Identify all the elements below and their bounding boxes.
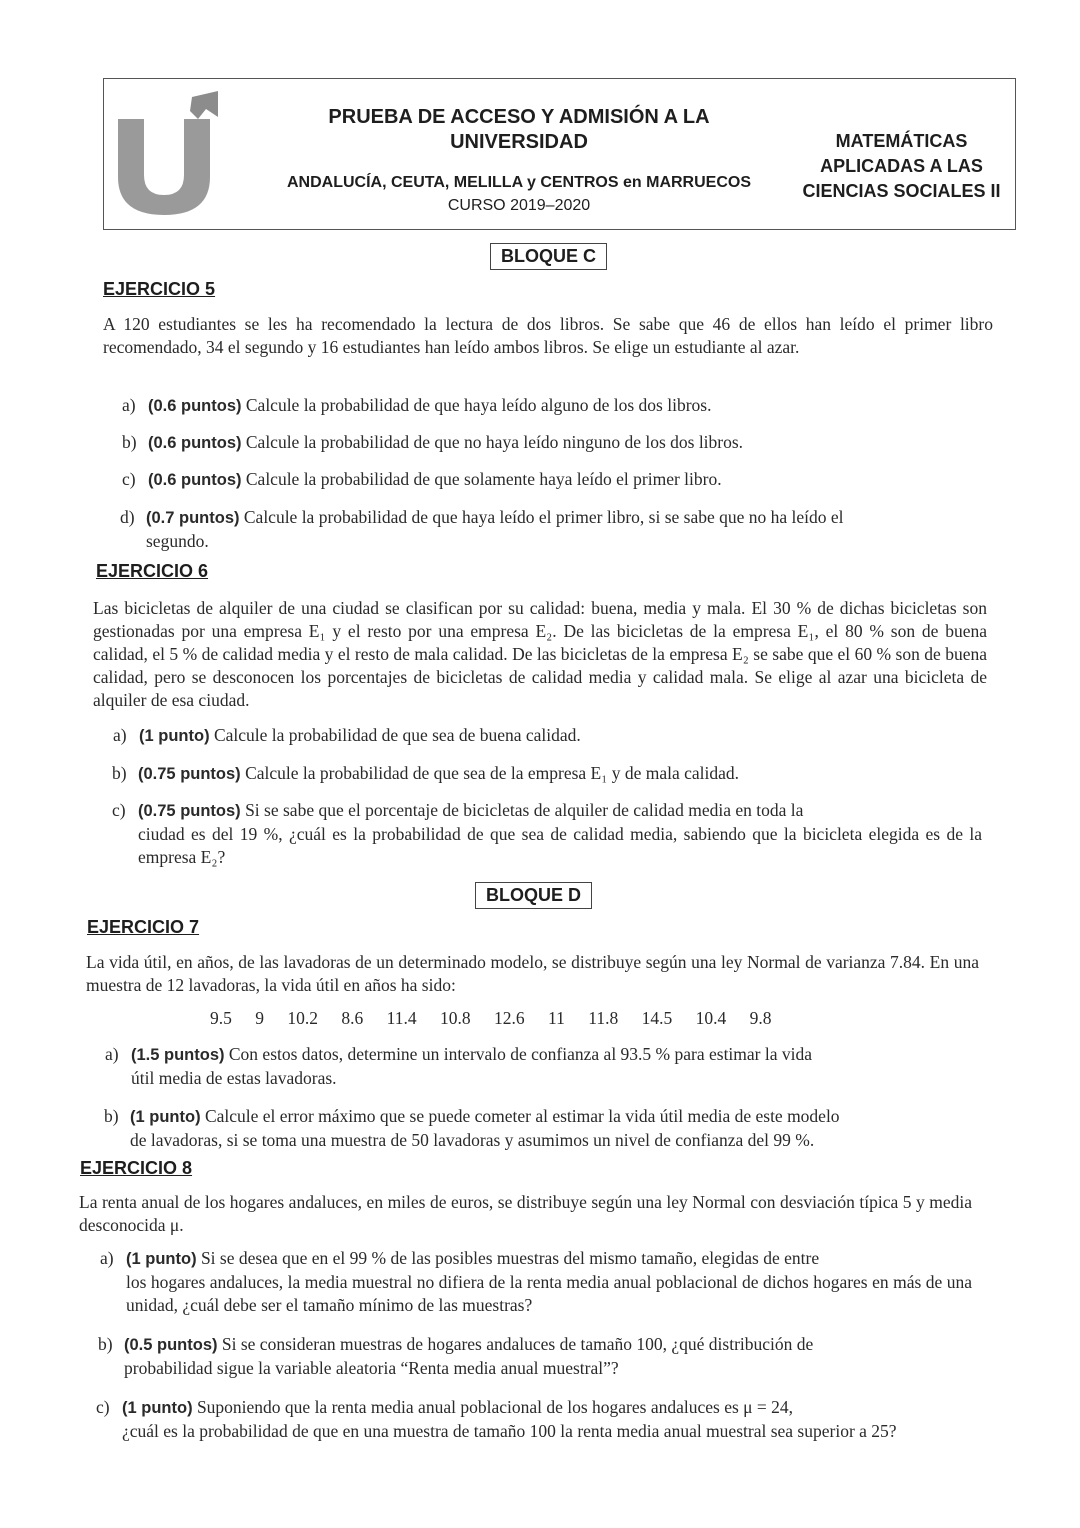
exercise-5-item-d: [120, 506, 992, 553]
item-text: Con estos datos, determine un intervalo de confianza al 93.5 % para estimar la vida: [228, 1044, 813, 1064]
item-points: (0.75 puntos): [138, 802, 241, 820]
data-value: 14.5: [641, 1008, 673, 1028]
item-text-continued: probabilidad sigue la variable aleatoria “Renta media anual muestral”?: [124, 1358, 619, 1378]
data-value: 9: [255, 1008, 264, 1028]
exercise-8-item-a: [100, 1247, 972, 1317]
item-label: c): [96, 1397, 110, 1417]
item-text: Calcule la probabilidad de que haya leído el primer libro, si se sabe que no ha leído el: [243, 507, 844, 527]
exercise-6-item-b: [112, 762, 982, 786]
data-value: 11: [547, 1008, 565, 1028]
data-value: 10.2: [287, 1008, 318, 1028]
exam-title: [259, 105, 779, 155]
item-label: c): [112, 800, 126, 820]
exercise-7-item-a: [105, 1043, 977, 1090]
item-text-continued: segundo.: [146, 531, 209, 551]
item-label: b): [122, 432, 137, 452]
item-points: (0.6 puntos): [148, 397, 242, 415]
exercise-6-item-a: [113, 724, 983, 748]
item-text: Calcule la probabilidad de que solamente haya leído el primer libro.: [245, 469, 722, 489]
header-center: [259, 105, 779, 215]
item-text: Calcule la probabilidad de que haya leído alguno de los dos libros.: [245, 395, 712, 415]
exercise-7-statement: La vida útil, en años, de las lavadoras de un determinado modelo, se distribuye según una ley Normal de varianza 7.84. En una muestra de 12 lavadoras, la vida útil en años ha sido:: [86, 952, 979, 995]
data-value: 12.6: [493, 1008, 525, 1028]
item-label: d): [120, 507, 135, 527]
item-points: (0.7 puntos): [146, 509, 240, 527]
item-text: Si se desea que en el 99 % de las posibles muestras del mismo tamaño, elegidas de entre: [200, 1248, 820, 1268]
item-label: c): [122, 469, 136, 489]
item-points: (1.5 puntos): [131, 1046, 225, 1064]
exercise-7-item-b: [104, 1105, 976, 1152]
subject-line2: APLICADAS A LAS: [820, 156, 983, 176]
subject-line1: MATEMÁTICAS: [835, 131, 968, 151]
block-c-label: BLOQUE C: [490, 243, 607, 270]
item-text: Calcule la probabilidad de que sea de buena calidad.: [213, 725, 581, 745]
item-label: b): [112, 763, 127, 783]
item-text: Calcule el error máximo que se puede cometer al estimar la vida útil media de este modelo: [204, 1106, 840, 1126]
data-value: 8.6: [341, 1008, 364, 1028]
exercise-5-item-c: [122, 468, 992, 492]
data-value: 10.8: [439, 1008, 471, 1028]
exam-course: CURSO 2019–2020: [447, 197, 591, 214]
exercise-8-item-b: [98, 1333, 970, 1380]
exercise-8-title: EJERCICIO 8: [80, 1158, 193, 1178]
exercise-6-statement: Las bicicletas de alquiler de una ciudad se clasifican por su calidad: buena, media y mala. El 30 % de dichas bicicletas son gestionadas por una empresa E₁ y el resto por una empresa E₂. De las bicicletas de la empresa E₁, el 80 % son de buena calidad, el 5 % de calidad media y el resto de mala calidad. De las bicicletas de la empresa E₂ se sabe que el 60 % son de buena calidad, pero se desconocen los porcentajes de bicicletas de calidad media y calidad mala. Se elige al azar una bicicleta de alquiler de esa ciudad.: [93, 598, 987, 710]
item-label: a): [105, 1044, 119, 1064]
exercise-8-statement: La renta anual de los hogares andaluces, en miles de euros, se distribuye según una ley Normal con desviación típica 5 y media desconocida μ.: [79, 1192, 972, 1235]
exercise-5-item-b: [122, 431, 992, 455]
item-points: (1 punto): [126, 1250, 197, 1268]
exercise-6-item-c: [112, 799, 982, 869]
item-points: (0.6 puntos): [148, 434, 242, 452]
exam-title-line2: UNIVERSIDAD: [450, 131, 588, 153]
item-points: (0.75 puntos): [138, 765, 241, 783]
exercise-5-statement: A 120 estudiantes se les ha recomendado la lectura de dos libros. Se sabe que 46 de ellos han leído el primer libro recomendado, 34 el segundo y 16 estudiantes han leído ambos libros. Se elige un estudiante al azar.: [103, 314, 993, 357]
subject-line3: CIENCIAS SOCIALES II: [802, 181, 1001, 201]
item-points: (1 punto): [139, 727, 210, 745]
sample-data-row: [210, 1008, 790, 1029]
block-d-label: BLOQUE D: [475, 882, 592, 909]
item-points: (1 punto): [122, 1399, 193, 1417]
exam-title-line1: PRUEBA DE ACCESO Y ADMISIÓN A LA: [328, 106, 710, 128]
data-value: 11.4: [386, 1008, 417, 1028]
item-text: Si se sabe que el porcentaje de bicicletas de alquiler de calidad media en toda la: [245, 800, 804, 820]
exam-subject: [794, 129, 1009, 204]
exercise-8-item-c: [96, 1396, 968, 1443]
data-value: 10.4: [695, 1008, 727, 1028]
exercise-5-title: EJERCICIO 5: [103, 279, 216, 299]
university-logo-icon: [114, 87, 224, 217]
item-points: (0.6 puntos): [148, 471, 242, 489]
item-text-continued: útil media de estas lavadoras.: [131, 1068, 337, 1088]
item-label: a): [100, 1248, 114, 1268]
item-text-continued: de lavadoras, si se toma una muestra de 50 lavadoras y asumimos un nivel de confianza del 99 %.: [130, 1130, 815, 1150]
exercise-7-title: EJERCICIO 7: [87, 917, 200, 937]
item-text: Suponiendo que la renta media anual poblacional de los hogares andaluces es μ = 24,: [196, 1397, 794, 1417]
exam-region: ANDALUCÍA, CEUTA, MELILLA y CENTROS en MARRUECOS: [287, 174, 751, 191]
item-points: (1 punto): [130, 1108, 201, 1126]
exam-header: [103, 78, 1016, 230]
item-text: Calcule la probabilidad de que sea de la empresa E₁ y de mala calidad.: [245, 763, 740, 783]
item-text-continued: ¿cuál es la probabilidad de que en una muestra de tamaño 100 la renta media anual muestral sea superior a 25?: [122, 1421, 897, 1441]
item-points: (0.5 puntos): [124, 1336, 218, 1354]
exercise-6-title: EJERCICIO 6: [96, 561, 209, 581]
exercise-5-item-a: [122, 394, 992, 418]
data-value: 9.8: [749, 1008, 772, 1028]
data-value: 9.5: [210, 1008, 232, 1028]
item-text: Si se consideran muestras de hogares andaluces de tamaño 100, ¿qué distribución de: [221, 1334, 814, 1354]
item-label: b): [98, 1334, 113, 1354]
data-value: 11.8: [588, 1008, 619, 1028]
item-label: b): [104, 1106, 119, 1126]
item-text-continued: los hogares andaluces, la media muestral no difiera de la renta media anual poblacional de dichos hogares en más de una unidad, ¿cuál debe ser el tamaño mínimo de las muestras?: [126, 1272, 972, 1315]
item-text-continued: ciudad es del 19 %, ¿cuál es la probabilidad de que sea de calidad media, sabiendo que la bicicleta elegida es de la empresa E₂?: [138, 824, 982, 867]
item-label: a): [122, 395, 136, 415]
item-text: Calcule la probabilidad de que no haya leído ninguno de los dos libros.: [245, 432, 744, 452]
item-label: a): [113, 725, 127, 745]
